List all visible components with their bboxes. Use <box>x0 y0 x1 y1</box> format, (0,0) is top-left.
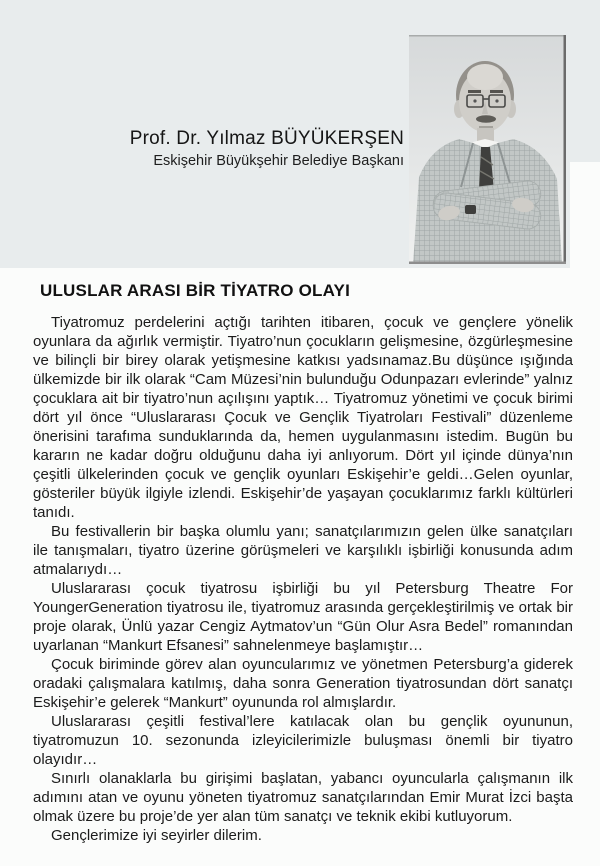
portrait-illustration <box>409 35 566 264</box>
paragraph-6: Sınırlı olanaklarla bu girişimi başlatan, yabancı oyuncularla çalışmanın ilk adımını atan ve oyunu yöneten tiyatromuz sanatçılarından Emir Murat İzci başta olmak üzere bu proje’de yer alan tüm sanatçı ve teknik ekibi kutluyorum. <box>33 770 573 825</box>
person-title: Eskişehir Büyükşehir Belediye Başkanı <box>153 153 404 169</box>
header-text-block <box>130 128 404 169</box>
person-name: Prof. Dr. Yılmaz BÜYÜKERŞEN <box>129 128 404 149</box>
document-body <box>33 313 573 845</box>
paragraph-3: Uluslararası çocuk tiyatrosu işbirliği bu yıl Petersburg Theatre For YoungerGeneration tiyatrosu ile, tiyatromuz arasında gerçekleştirilmiş ve ortak bir proje olarak, Ünlü yazar Cengiz Aytmatov’un “Gün Olur Asra Bedel” romanından uyarlanan “Mankurt Efsanesi” sahnelenmeye başlamıştır… <box>33 580 573 654</box>
paragraph-4: Çocuk biriminde görev alan oyuncularımız ve yönetmen Petersburg’a giderek oradaki çalışmalara katılmış, daha sonra Generation tiyatrosundan dört sanatçı Eskişehir’e gelerek “Mankurt” oyununda rol almışlardır. <box>33 656 573 711</box>
portrait-photo <box>409 35 566 264</box>
paragraph-2: Bu festivallerin bir başka olumlu yanı; sanatçılarımızın gelen ülke sanatçıları ile tanışmaları, tiyatro üzerine görüşmeleri ve karşılıklı işbirliği konusunda adım atmalarıydı… <box>33 523 573 578</box>
document-heading: ULUSLAR ARASI BİR TİYATRO OLAYI <box>40 281 351 300</box>
paragraph-1: Tiyatromuz perdelerini açtığı tarihten itibaren, çocuk ve gençlere yönelik oyunlara da ağırlık vermiştir. Tiyatro’nun çocukların gelişmesine, özgürleşmesine ve bilinçli bir birey olarak yetişmesine katkısı yadsınamaz.Bu düşünce ışığında ülkemizde bir ilk olarak “Cam Müzesi’nin bulunduğu Odunpazarı evlerinde” yalnız çocuklara ait bir tiyatro’nun açılışını yaptık… Tiyatromuz yönetimi ve çocuk birimi dört yıl önce “Uluslararası Çocuk ve Gençlik Tiyatroları Festivali” düzenleme önerisini tarafıma sunduklarında da, hemen uygulanmasını istedim. Bugün bu kararın ne kadar doğru olduğunu daha iyi anlıyorum. Dört yıl içinde dünya’nın çeşitli ülkelerinden çocuk ve gençlik oyunları Eskişehir’e geldi…Gelen oyunlar, gösteriler büyük ilgiyle izlendi. Eskişehir’de yaşayan çocuklarımız farklı kültürleri tanıdı. <box>33 314 573 521</box>
paragraph-7: Gençlerimize iyi seyirler dilerim. <box>51 827 262 844</box>
paragraph-5: Uluslararası çeşitli festival’lere katılacak olan bu gençlik oyununun, tiyatromuzun 10. sezonunda izleyicilerimizle buluşması önemli bir tiyatro olayıdır… <box>33 713 573 768</box>
